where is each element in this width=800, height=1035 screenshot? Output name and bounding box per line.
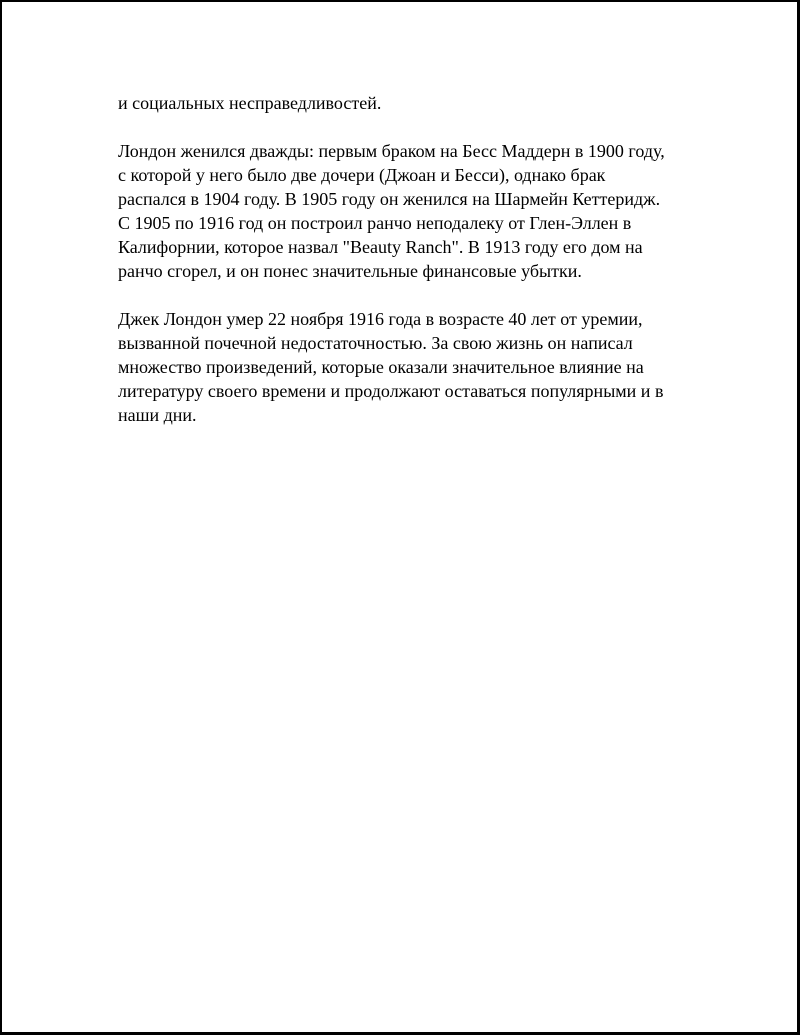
text-line: множество произведений, которые оказали значительное влияние на [118, 357, 644, 377]
text-line: распался в 1904 году. В 1905 году он женился на Шармейн Кеттеридж. [118, 189, 661, 209]
paragraph-1 [118, 91, 698, 115]
text-line: и социальных несправедливостей. [118, 93, 382, 113]
text-line: с которой у него было две дочери (Джоан и Бесси), однако брак [118, 165, 606, 185]
text-line: литературу своего времени и продолжают оставаться популярными и в [118, 381, 664, 401]
text-line: С 1905 по 1916 год он построил ранчо неподалеку от Глен-Эллен в [118, 213, 632, 233]
text-line: Лондон женился дважды: первым браком на Бесс Маддерн в 1900 году, [118, 141, 665, 161]
text-line: наши дни. [118, 405, 197, 425]
paragraph-2 [118, 139, 698, 283]
paragraph-3 [118, 307, 698, 427]
text-line: вызванной почечной недостаточностью. За свою жизнь он написал [118, 333, 633, 353]
text-line: ранчо сгорел, и он понес значительные финансовые убытки. [118, 261, 582, 281]
document-body [118, 91, 698, 451]
text-line: Джек Лондон умер 22 ноября 1916 года в возрасте 40 лет от уремии, [118, 309, 643, 329]
text-line: Калифорнии, которое назвал "Beauty Ranch". В 1913 году его дом на [118, 237, 643, 257]
